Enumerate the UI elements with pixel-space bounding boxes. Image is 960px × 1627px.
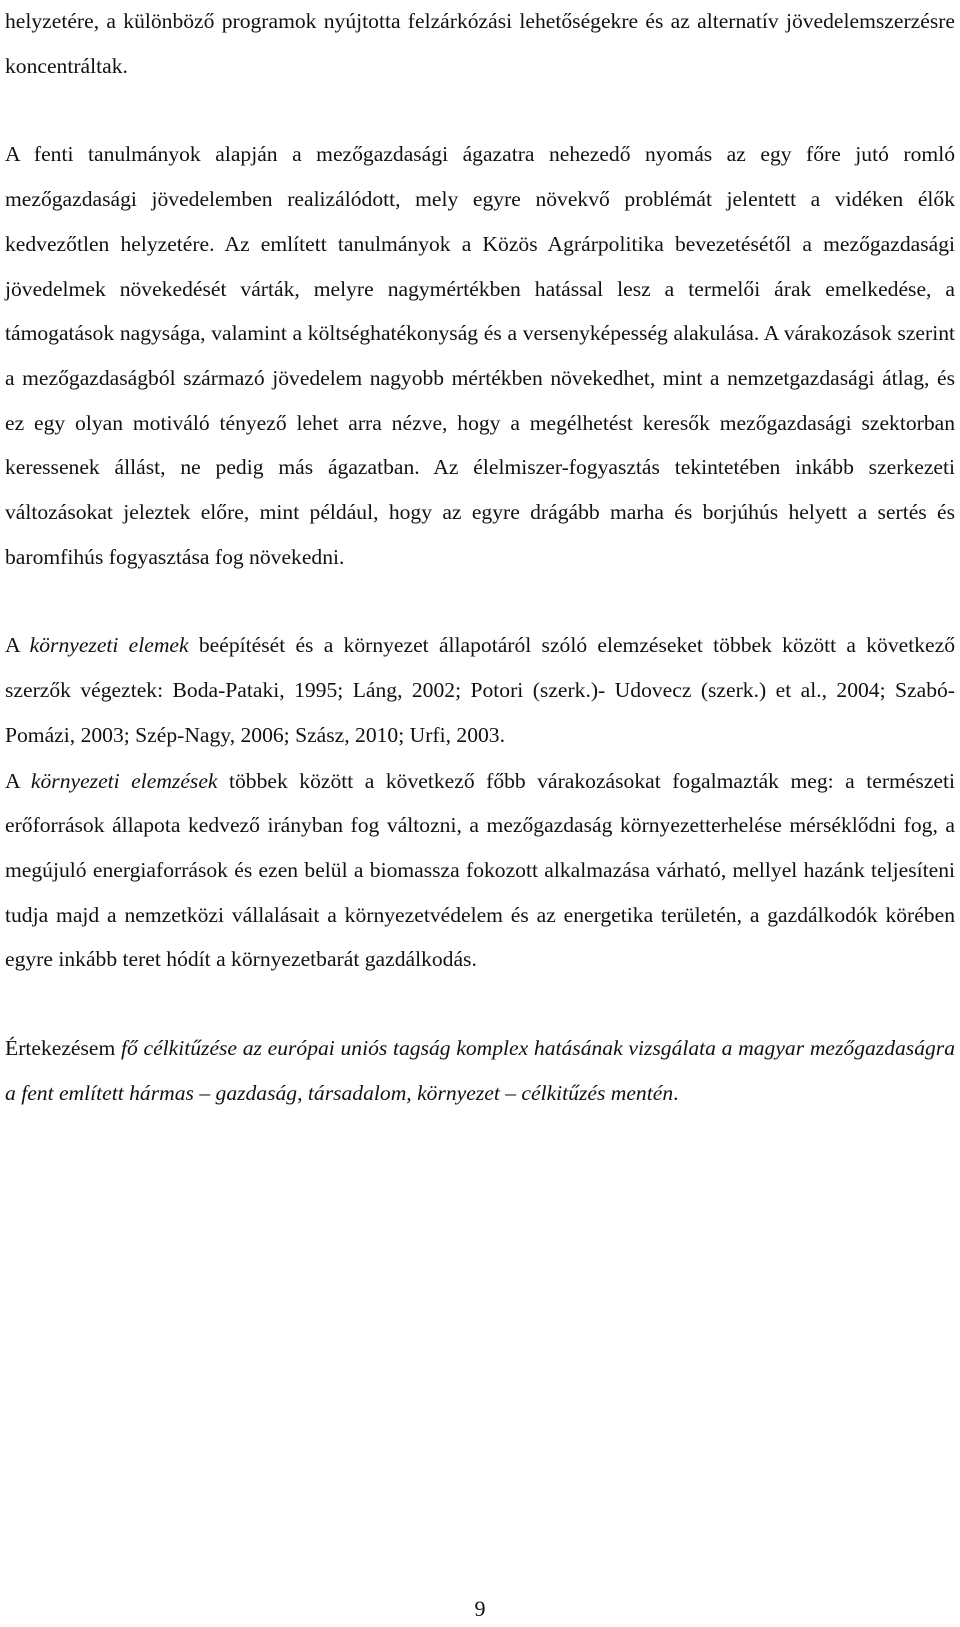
paragraph-text: helyzetére, a különböző programok nyújtotta felzárkózási lehetőségekre és az alternatív jövedelemszerzésre koncentráltak. — [5, 9, 955, 78]
paragraph-environmental-elements — [5, 623, 955, 757]
document-page — [5, 0, 955, 1115]
paragraph-text: . — [673, 1080, 679, 1105]
paragraph-text: Értekezésem — [5, 1036, 121, 1061]
paragraph-text: beépítését és a környezet állapotáról szóló elemzéseket többek között a következő szerzők végeztek: Boda-Pataki, 1995; Láng, 2002; Potori (szerk.)- Udovecz (szerk.) et al., 2004; Szabó-Pomázi, 2003; Szép-Nagy, 2006; Szász, 2010; Urfi, 2003. — [5, 633, 955, 747]
paragraph-income-studies — [5, 132, 955, 579]
page-number: 9 — [474, 1596, 486, 1621]
paragraph-thesis-objective — [5, 1026, 955, 1115]
paragraph-text: A fenti tanulmányok alapján a mezőgazdasági ágazatra nehezedő nyomás az egy főre jutó romló mezőgazdasági jövedelemben realizálódott, mely egyre növekvő problémát jelentett a vidéken élők kedvezőtlen helyzetére. Az említett tanulmányok a Közös Agrárpolitika bevezetésétől a mezőgazdasági jövedelmek növekedését várták, melyre nagymértékben hatással lesz a termelői árak emelkedése, a támogatások nagysága, valamint a költséghatékonyság és a versenyképesség alakulása. A várakozások szerint a mezőgazdaságból származó jövedelem nagyobb mértékben növekedhet, mint a nemzetgazdasági átlag, és ez egy olyan motiváló tényező lehet arra nézve, hogy a megélhetést keresők mezőgazdasági szektorban keressenek állást, ne pedig más ágazatban. Az élelmiszer-fogyasztás tekintetében inkább szerkezeti változásokat jeleztek előre, mint például, hogy az egyre drágább marha és borjúhús helyett a sertés és baromfihús fogyasztása fog növekedni. — [5, 142, 955, 569]
paragraph-text: A — [5, 633, 30, 658]
emphasis-term: környezeti elemzések — [30, 768, 218, 793]
paragraph-text: A — [5, 768, 31, 793]
emphasis-objective: fő célkitűzése az európai uniós tagság komplex hatásának vizsgálata a magyar mezőgazdaságra a fent említett hármas – gazdaság, társadalom, környezet – célkitűzés mentén — [5, 1036, 955, 1105]
paragraph-intro-continuation — [5, 0, 955, 88]
paragraph-text: többek között a következő főbb várakozásokat fogalmazták meg: a természeti erőforrások állapota kedvező irányban fog változni, a mezőgazdaság környezetterhelése mérséklődni fog, a megújuló energiaforrások és ezen belül a biomassza fokozott alkalmazása várható, mellyel hazánk teljesíteni tudja majd a nemzetközi vállalásait a környezetvédelem és az energetika területén, a gazdálkodók körében egyre inkább teret hódít a környezetbarát gazdálkodás. — [5, 768, 955, 972]
emphasis-term: környezeti elemek — [29, 633, 189, 658]
paragraph-environmental-analyses — [5, 759, 955, 983]
